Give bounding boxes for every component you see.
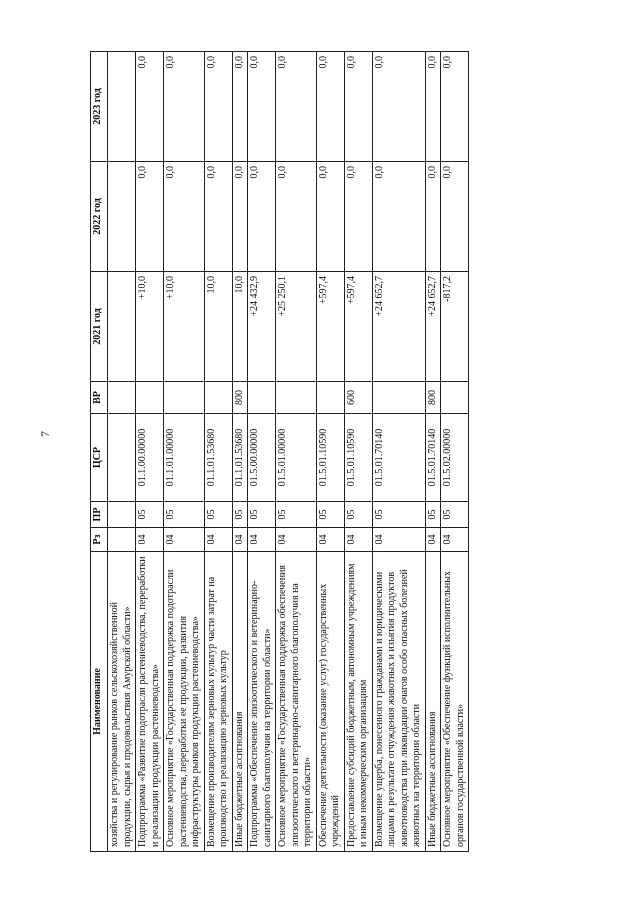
cell-csr: 01.1.01.53680 [232,414,248,502]
cell-name: Основное мероприятие «Государственная поддержка подотрасли растениеводства, переработки ее продукции, развития инфраструктуры рынков продукции растениеводства» [164,552,205,852]
cell-vr [276,382,317,414]
cell-csr: 01.5.01.10590 [344,414,372,502]
header-2021: 2021 год [91,272,108,382]
cell-csr: 01.5.01.00000 [276,414,317,502]
cell-vr [204,382,232,414]
cell-csr: 01.1.01.00000 [164,414,205,502]
cell-2023: 0,0 [372,52,425,162]
cell-2023: 0,0 [276,52,317,162]
cell-2022: 0,0 [232,162,248,272]
cell-rz: 04 [248,528,276,552]
cell-rz: 04 [344,528,372,552]
cell-pr: 05 [204,502,232,528]
cell-pr: 05 [372,502,425,528]
table-row [425,52,441,852]
cell-name: Подпрограмма «Развитие подотрасли растениеводства, переработки и реализации продукции растениеводства» [136,552,164,852]
cell-2021: -817,2 [441,272,469,382]
table-row [204,52,232,852]
cell-2021: +10,0 [136,272,164,382]
cell-rz: 04 [232,528,248,552]
header-pr: ПР [91,502,108,528]
cell-name: Предоставление субсидий бюджетным, автономным учреждениям и иным некоммерческим организациям [344,552,372,852]
cell-2022: 0,0 [164,162,205,272]
cell-2023: 0,0 [204,52,232,162]
header-2022: 2022 год [91,162,108,272]
cell-csr: 01.1.01.53680 [204,414,232,502]
table-row [441,52,469,852]
cell-rz: 04 [164,528,205,552]
cell-name: Возмещение производителям зерновых культур части затрат на производство и реализацию зерновых культур [204,552,232,852]
page-number: 7 [38,431,52,437]
cell-2023: 0,0 [441,52,469,162]
cell-name: Подпрограмма «Обеспечение эпизоотического и ветеринарно-санитарного благополучия на территории области» [248,552,276,852]
cell-2021 [108,272,136,382]
cell-pr: 05 [316,502,344,528]
cell-2022: 0,0 [316,162,344,272]
cell-2023: 0,0 [248,52,276,162]
cell-2023: 0,0 [425,52,441,162]
cell-2022: 0,0 [136,162,164,272]
budget-table [90,51,469,852]
header-csr: ЦСР [91,414,108,502]
table-row [248,52,276,852]
cell-name: Возмещение ущерба, понесенного гражданами и юридическими лицами в результате отчуждения животных и изъятия продуктов животноводства при ликвидации очагов особо опасных болезней животных на территории области [372,552,425,852]
cell-2022: 0,0 [425,162,441,272]
cell-pr: 05 [276,502,317,528]
table-body [108,52,469,852]
cell-pr: 05 [136,502,164,528]
cell-vr: 600 [344,382,372,414]
cell-rz: 04 [372,528,425,552]
cell-rz: 04 [276,528,317,552]
rotated-table-container [90,52,590,852]
header-2023: 2023 год [91,52,108,162]
cell-2021: +597,4 [316,272,344,382]
table-row [164,52,205,852]
cell-vr [441,382,469,414]
cell-rz: 04 [425,528,441,552]
cell-vr [372,382,425,414]
cell-2022: 0,0 [441,162,469,272]
cell-csr: 01.5.00.00000 [248,414,276,502]
table-row [276,52,317,852]
cell-2021: +24 432,9 [248,272,276,382]
table-row [136,52,164,852]
cell-name: Иные бюджетные ассигнования [232,552,248,852]
header-name: Наименование [91,552,108,852]
table-row [372,52,425,852]
cell-2023: 0,0 [344,52,372,162]
cell-vr [108,382,136,414]
cell-rz: 04 [136,528,164,552]
cell-name: хозяйства и регулирование рынков сельскохозяйственной продукции, сырья и продовольствия Амурской области» [108,552,136,852]
cell-2021: +597,4 [344,272,372,382]
table-row [344,52,372,852]
cell-rz: 04 [316,528,344,552]
cell-2022: 0,0 [372,162,425,272]
table-row [316,52,344,852]
cell-csr: 01.5.01.10590 [316,414,344,502]
cell-2023: 0,0 [136,52,164,162]
cell-2023: 0,0 [232,52,248,162]
cell-vr: 800 [232,382,248,414]
table-row [108,52,136,852]
cell-name: Основное мероприятие «Обеспечение функций исполнительных органов государственной власти» [441,552,469,852]
cell-pr: 05 [164,502,205,528]
cell-csr: 01.5.01.70140 [372,414,425,502]
cell-pr: 05 [232,502,248,528]
cell-csr: 01.5.01.70140 [425,414,441,502]
header-vr: ВР [91,382,108,414]
table-row [232,52,248,852]
cell-vr [316,382,344,414]
cell-pr: 05 [248,502,276,528]
cell-2022: 0,0 [344,162,372,272]
cell-2022 [108,162,136,272]
cell-rz [108,528,136,552]
cell-pr: 05 [344,502,372,528]
cell-2021: 10,0 [204,272,232,382]
cell-2022: 0,0 [276,162,317,272]
cell-2021: +24 652,7 [425,272,441,382]
cell-csr [108,414,136,502]
cell-2021: +25 250,1 [276,272,317,382]
cell-2022: 0,0 [204,162,232,272]
cell-2023 [108,52,136,162]
cell-name: Иные бюджетные ассигнования [425,552,441,852]
cell-2022: 0,0 [248,162,276,272]
cell-pr [108,502,136,528]
cell-vr [136,382,164,414]
cell-vr [248,382,276,414]
cell-vr: 800 [425,382,441,414]
cell-pr: 05 [425,502,441,528]
cell-rz: 04 [204,528,232,552]
cell-pr: 05 [441,502,469,528]
cell-2021: +24 652,7 [372,272,425,382]
cell-csr: 01.5.02.00000 [441,414,469,502]
cell-2021: 10,0 [232,272,248,382]
cell-rz: 04 [441,528,469,552]
cell-2023: 0,0 [316,52,344,162]
cell-name: Основное мероприятие «Государственная поддержка обеспечения эпизоотического и ветеринарно-санитарного благополучия на территории области» [276,552,317,852]
cell-csr: 01.1.00.00000 [136,414,164,502]
cell-vr [164,382,205,414]
header-rz: Рз [91,528,108,552]
table-header-row [91,52,108,852]
cell-2023: 0,0 [164,52,205,162]
cell-2021: +10,0 [164,272,205,382]
cell-name: Обеспечение деятельности (оказание услуг) государственных учреждений [316,552,344,852]
